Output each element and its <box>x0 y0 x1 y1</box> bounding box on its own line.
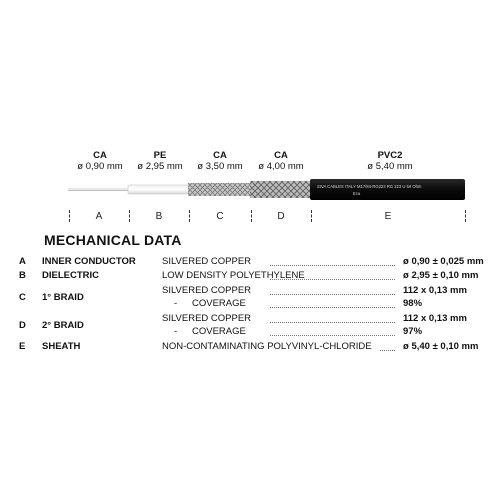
row-sub-value: 98% <box>403 298 423 309</box>
segment-divider <box>69 210 71 222</box>
row-value: ø 5,40 ± 0,10 mm <box>403 341 479 352</box>
layer-code: CA <box>213 150 227 161</box>
inner-conductor-shape <box>68 188 130 191</box>
layer-code: CA <box>93 150 107 161</box>
layer-code: PVC2 <box>377 150 403 161</box>
row-name: DIELECTRIC <box>42 270 99 281</box>
row-sub-value: 97% <box>403 326 423 337</box>
row-value: 112 x 0,13 mm <box>403 313 467 324</box>
row-sub-description <box>174 298 246 309</box>
segment-label-b: B <box>155 211 163 222</box>
layer-code: PE <box>153 150 167 161</box>
row-description: SILVERED COPPER <box>162 313 252 324</box>
second-braid-shape <box>250 181 312 198</box>
row-name: INNER CONDUCTOR <box>42 256 136 267</box>
first-braid-shape <box>188 183 252 196</box>
dielectric-shape <box>128 185 190 194</box>
sheath-shape <box>310 179 465 200</box>
row-letter: D <box>19 320 26 331</box>
layer-code: CA <box>274 150 288 161</box>
row-value: 112 x 0,13 mm <box>403 285 467 296</box>
sub-dash: - <box>174 298 178 309</box>
row-name: 1° BRAID <box>42 292 84 303</box>
dotted-leader <box>270 306 395 308</box>
segment-divider <box>311 210 313 222</box>
row-letter: C <box>19 292 26 303</box>
row-sub-description <box>174 326 246 337</box>
layer-label-c <box>190 150 250 172</box>
dotted-leader <box>270 278 395 280</box>
segment-divider <box>129 210 131 222</box>
layer-label-a <box>70 150 130 172</box>
layer-label-e <box>355 150 425 172</box>
row-name: SHEATH <box>42 341 81 352</box>
row-letter: A <box>19 256 26 267</box>
layer-diameter: ø 3,50 mm <box>197 161 243 172</box>
dotted-leader <box>270 264 395 266</box>
row-value: ø 0,90 ± 0,025 mm <box>403 256 484 267</box>
dotted-leader <box>270 334 395 336</box>
row-description: SILVERED COPPER <box>162 256 252 267</box>
sub-label: COVERAGE <box>192 326 246 337</box>
section-title: MECHANICAL DATA <box>44 232 182 248</box>
segment-divider <box>189 210 191 222</box>
sub-dash: - <box>174 326 178 337</box>
layer-diameter: ø 2,95 mm <box>137 161 183 172</box>
layer-diameter: ø 0,90 mm <box>77 161 123 172</box>
segment-label-d: D <box>277 211 285 222</box>
row-value: ø 2,95 ± 0,10 mm <box>403 270 479 281</box>
dotted-leader <box>270 321 395 323</box>
row-name: 2° BRAID <box>42 320 84 331</box>
layer-diameter: ø 5,40 mm <box>367 161 413 172</box>
dotted-leader <box>270 293 395 295</box>
row-letter: B <box>19 270 26 281</box>
layer-label-d <box>251 150 311 172</box>
segment-divider <box>251 210 253 222</box>
dotted-leader <box>380 349 395 351</box>
row-description: LOW DENSITY POLYETHYLENE <box>162 270 305 281</box>
sub-label: COVERAGE <box>192 298 246 309</box>
segment-divider <box>465 210 467 222</box>
row-letter: E <box>19 341 26 352</box>
cable-illustration <box>0 170 500 210</box>
row-description: NON-CONTAMINATING POLYVINYL-CHLORIDE <box>162 341 372 352</box>
cable-print-line-1: SIVA CABLES ITALY M17/84-RG223 RG 223 U 50 Ohm <box>317 184 422 189</box>
segment-label-c: C <box>216 211 224 222</box>
layer-label-b <box>130 150 190 172</box>
segment-label-e: E <box>384 211 392 222</box>
cable-print-line-2: Eca <box>353 191 361 196</box>
layer-diameter: ø 4,00 mm <box>258 161 304 172</box>
segment-label-a: A <box>95 211 103 222</box>
row-description: SILVERED COPPER <box>162 285 252 296</box>
